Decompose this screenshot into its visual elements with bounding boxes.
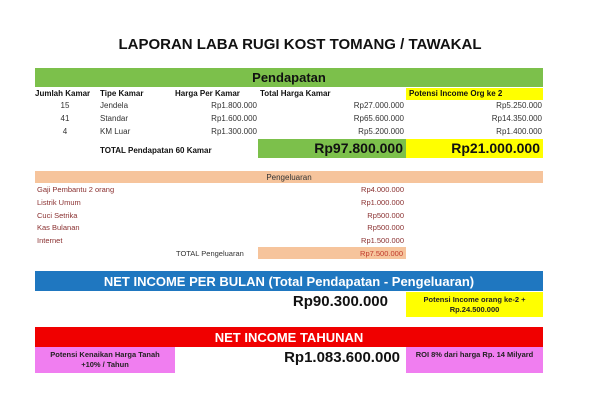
room-total: Rp65.600.000 (353, 114, 404, 123)
expense-value: Rp1.000.000 (361, 198, 404, 207)
note-line: +10% / Tahun (81, 360, 129, 369)
col-harga-per-kamar: Harga Per Kamar (175, 89, 240, 98)
monthly-potential-note (406, 292, 543, 317)
note-line: Rp.24.500.000 (449, 305, 500, 314)
expense-value: Rp4.000.000 (361, 185, 404, 194)
income-total-value: Rp97.800.000 (258, 139, 406, 158)
expense-label: Kas Bulanan (37, 223, 80, 232)
expense-label: Cuci Setrika (37, 211, 78, 220)
room-potential: Rp5.250.000 (496, 101, 542, 110)
report-title: LAPORAN LABA RUGI KOST TOMANG / TAWAKAL (118, 36, 482, 53)
expenses-header: Pengeluaran (35, 171, 543, 183)
expenses-total-label: TOTAL Pengeluaran (176, 249, 244, 258)
room-type: KM Luar (100, 127, 131, 136)
expense-value: Rp1.500.000 (361, 236, 404, 245)
expense-value: Rp500.000 (367, 223, 404, 232)
note-line: Potensi Kenaikan Harga Tanah (50, 350, 160, 359)
room-price: Rp1.300.000 (211, 127, 257, 136)
income-total-potential: Rp21.000.000 (406, 139, 543, 158)
col-potensi-income: Potensi Income Org ke 2 (409, 89, 503, 98)
col-jumlah-kamar: Jumlah Kamar (35, 89, 91, 98)
roi-note: ROI 8% dari harga Rp. 14 Milyard (406, 347, 543, 373)
room-type: Jendela (100, 101, 129, 110)
expense-value: Rp500.000 (367, 211, 404, 220)
room-count: 41 (60, 114, 70, 123)
room-type: Standar (100, 114, 129, 123)
room-potential: Rp1.400.000 (496, 127, 542, 136)
income-total-label: TOTAL Pendapatan 60 Kamar (100, 146, 212, 155)
yearly-net-income: Rp1.083.600.000 (284, 349, 400, 366)
room-count: 4 (62, 127, 68, 136)
expenses-total-value: Rp7.500.000 (258, 247, 406, 259)
room-total: Rp27.000.000 (353, 101, 404, 110)
expense-label: Gaji Pembantu 2 orang (37, 185, 115, 194)
expense-label: Listrik Umum (37, 198, 81, 207)
room-potential: Rp14.350.000 (491, 114, 542, 123)
expense-label: Internet (37, 236, 63, 245)
room-count: 15 (60, 101, 70, 110)
room-total: Rp5.200.000 (358, 127, 404, 136)
monthly-header: NET INCOME PER BULAN (Total Pendapatan - Pengeluaran) (35, 271, 543, 291)
col-tipe-kamar: Tipe Kamar (100, 89, 144, 98)
land-price-note (35, 347, 175, 373)
room-price: Rp1.800.000 (211, 101, 257, 110)
col-total-harga: Total Harga Kamar (260, 89, 331, 98)
yearly-header: NET INCOME TAHUNAN (35, 327, 543, 347)
monthly-net-income: Rp90.300.000 (292, 293, 388, 310)
income-header: Pendapatan (35, 68, 543, 87)
room-price: Rp1.600.000 (211, 114, 257, 123)
note-line: Potensi Income orang ke-2 + (423, 295, 526, 304)
